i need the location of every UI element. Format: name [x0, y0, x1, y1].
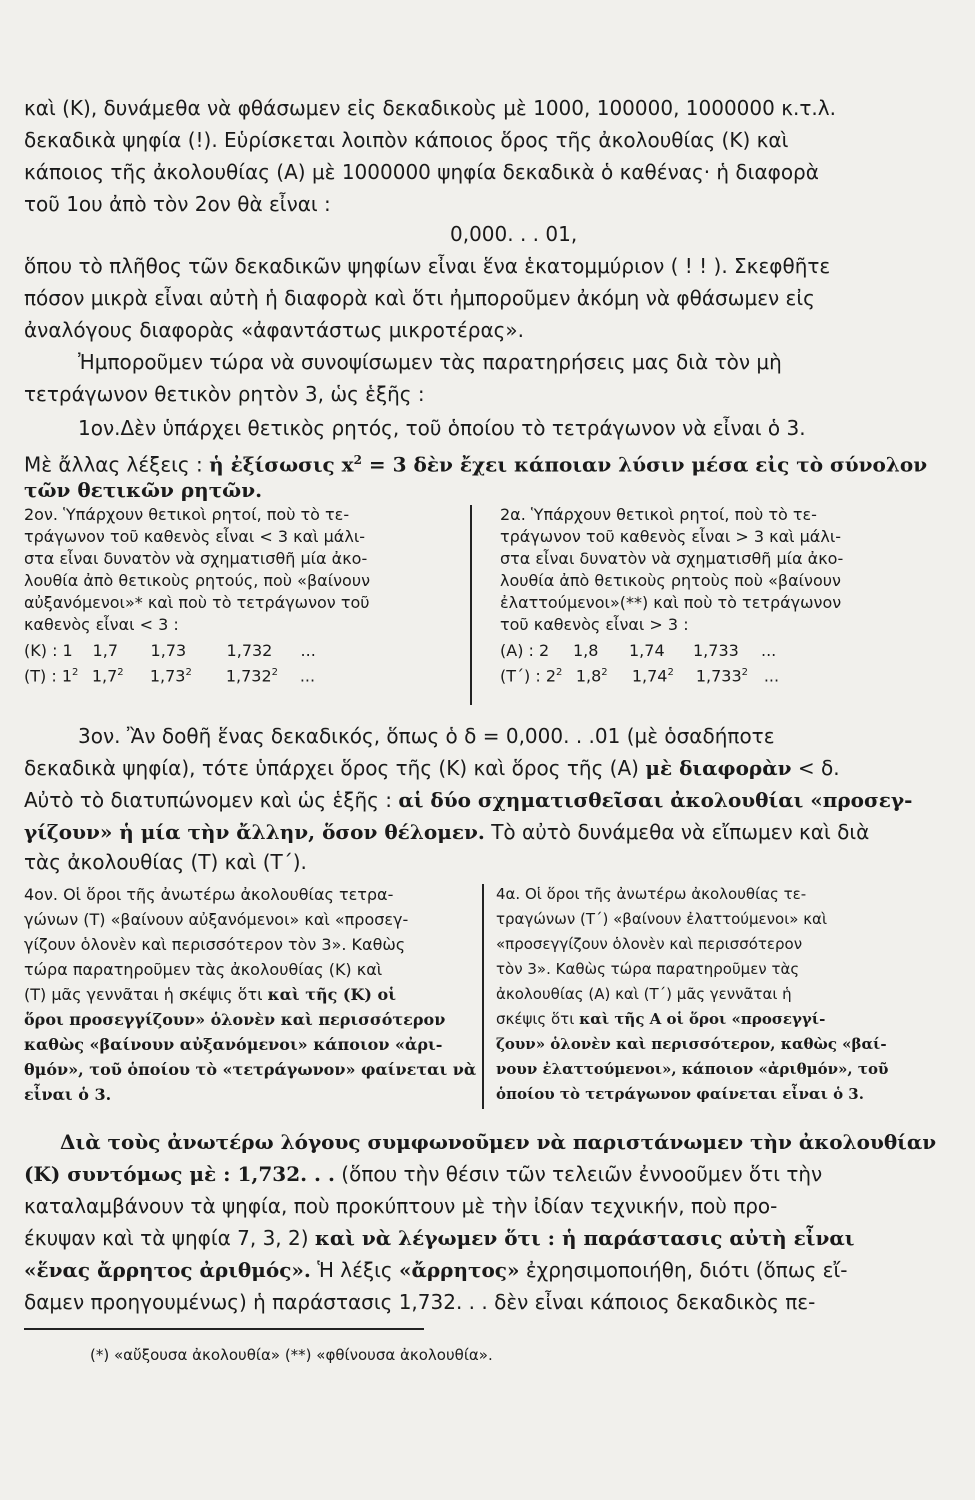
equation-exponent: 2 — [353, 453, 362, 467]
text-line: καθὼς «βαίνουν αὐξανόμενοι» κάποιον «ἀρι- — [24, 1035, 443, 1054]
text-line: 2α. Ὑπάρχουν θετικοὶ ρητοί, ποὺ τὸ τε- — [500, 505, 817, 524]
bold-span: (Κ) συντόμως μὲ : 1,732. . . — [24, 1162, 335, 1186]
text-line: πόσον μικρὰ εἶναι αὐτὴ ἡ διαφορὰ καὶ ὅτι ἠμποροῦμεν ἀκόμη νὰ φθάσωμεν εἰς — [24, 286, 815, 310]
text-line: (Τ) μᾶς γεννᾶται ἡ σκέψις ὅτι καὶ τῆς (Κ) οἱ — [24, 985, 396, 1004]
text-span: Αὐτὸ τὸ διατυπώνομεν καὶ ὡς ἑξῆς : — [24, 788, 399, 812]
left-column-2 — [24, 504, 370, 687]
bold-span: αἱ δύο σχηματισθεῖσαι ἀκολουθίαι «προσεγ- — [398, 788, 913, 812]
text-line: στα εἶναι δυνατὸν νὰ σχηματισθῆ μία ἀκο- — [500, 549, 844, 568]
sequence-term: $1,8^2$ — [575, 666, 608, 686]
sequence-term: $1,7^2$ — [91, 666, 124, 686]
text-line: δεκαδικὰ ψηφία (!). Εὑρίσκεται λοιπὸν κάποιος ὅρος τῆς ἀκολουθίας (Κ) καὶ — [24, 128, 789, 152]
sequence-term: 1,73 — [150, 641, 187, 660]
left-column-4 — [24, 882, 476, 1107]
text-line: καταλαμβάνουν τὰ ψηφία, ποὺ προκύπτουν μὲ τὴν ἰδίαν τεχνικήν, ποὺ προ- — [24, 1194, 778, 1218]
bold-span: «ἕνας ἄρρητος ἀριθμός». — [24, 1258, 311, 1282]
sequence-term: 1,733 — [693, 641, 739, 660]
text-span: έκυψαν καὶ τὰ ψηφία 7, 3, 2) — [24, 1226, 315, 1250]
text-line: ὅπου τὸ πλῆθος τῶν δεκαδικῶν ψηφίων εἶναι ἕνα ἑκατομμύριον ( ! ! ). Σκεφθῆτε — [24, 254, 831, 278]
right-column-2 — [500, 504, 843, 687]
text-line: 4ον. Οἱ ὅροι τῆς ἀνωτέρω ἀκολουθίας τετρα- — [24, 885, 394, 904]
footnote-rule — [24, 1328, 424, 1330]
text-line — [24, 1222, 894, 1254]
sequence-term: 1,74 — [629, 641, 665, 660]
sequence-ellipsis: ... — [761, 641, 777, 660]
text-line: κάποιος τῆς ἀκολουθίας (Α) μὲ 1000000 ψηφία δεκαδικὰ ὁ καθένας· ἡ διαφορὰ — [24, 160, 819, 184]
right-column-4 — [496, 882, 888, 1107]
sequence-term: 1,733$^2$ — [695, 666, 749, 686]
column-divider — [470, 505, 472, 705]
text-line — [24, 1158, 894, 1190]
bold-span: γίζουν» ἡ μία τὴν ἄλλην, ὅσον θέλομεν. — [24, 820, 485, 844]
text-line: Ἠμποροῦμεν τώρα νὰ συνοψίσωμεν τὰς παρατηρήσεις μας διὰ τὸν μὴ — [78, 350, 782, 374]
sequence-term: $1^2$ — [61, 666, 79, 686]
column-divider — [482, 884, 484, 1109]
sequence-ellipsis: ... — [763, 666, 780, 686]
sequence-term: 1,7 — [92, 641, 118, 660]
sequence-K — [24, 640, 370, 662]
footnote: (*) «αὔξουσα ἀκολουθία» (**) «φθίνουσα ἀκολουθία». — [90, 1346, 493, 1364]
sequence-term: 1,8 — [573, 641, 599, 660]
text-line: 2ον. Ὑπάρχουν θετικοὶ ρητοί, ποὺ τὸ τε- — [24, 505, 350, 524]
text-line: τώρα παρατηροῦμεν τὰς ἀκολουθίας (Κ) καὶ — [24, 960, 383, 979]
text-line: «προσεγγίζουν ὁλονὲν καὶ περισσότερον — [496, 935, 803, 953]
sequence-term: 1,74$^2$ — [631, 666, 674, 686]
text-line: τοῦ καθενὸς εἶναι > 3 : — [500, 615, 689, 634]
text-line: τετράγωνον θετικὸν ρητὸν 3, ὡς ἑξῆς : — [24, 382, 425, 406]
sequence-term: 1,732 — [226, 641, 273, 660]
text-span: Τὸ αὐτὸ δυνάμεθα νὰ εἴπωμεν καὶ διὰ — [484, 820, 870, 844]
equation-bold-rest: = 3 δὲν ἔχει κάποιαν λύσιν μέσα εἰς τὸ σύνολον — [361, 452, 928, 477]
sequence-A — [500, 640, 843, 662]
text-line: λουθία ἀπὸ θετικοὺς ρητοὺς ποὺ «βαίνουν — [500, 571, 841, 590]
text-line: ὁποίου τὸ τετράγωνον φαίνεται εἶναι ὁ 3. — [496, 1085, 864, 1103]
bold-span: «ἄρρητος» — [398, 1258, 520, 1282]
sequence-label: (Α) : — [500, 641, 539, 660]
statement-3: 3ον. Ἂν δοθῆ ἕνας δεκαδικός, ὅπως ὁ δ = 0,000. . .01 (μὲ ὁσαδήποτε — [78, 724, 775, 748]
sequence-term: 2 — [539, 641, 550, 660]
text-span: δεκαδικὰ ψηφία), τότε ὑπάρχει ὅρος τῆς (Κ) καὶ ὅρος τῆς (Α) — [24, 756, 646, 780]
text-line: αὐξανόμενοι»* καὶ ποὺ τὸ τετράγωνον τοῦ — [24, 593, 370, 612]
bold-span: μὲ διαφορὰν — [645, 756, 792, 780]
sequence-term: $2^2$ — [545, 666, 563, 686]
sequence-term: 1 — [62, 641, 73, 660]
text-line: γώνων (Τ) «βαίνουν αὐξανόμενοι» καὶ «προσεγ- — [24, 910, 409, 929]
text-line: νουν ἐλαττούμενοι», κάποιον «ἀριθμόν», τοῦ — [496, 1060, 889, 1078]
sequence-label: (Τ΄) : — [500, 666, 546, 686]
text-line: ὅροι προσεγγίζουν» ὁλονὲν καὶ περισσότερον — [24, 1010, 446, 1029]
text-line: τοῦ 1ου ἀπὸ τὸν 2ον θὰ εἶναι : — [24, 192, 331, 216]
sequence-ellipsis: ... — [299, 666, 316, 686]
sequence-label: (Τ) : — [24, 666, 62, 686]
sequence-ellipsis: ... — [300, 641, 316, 660]
sequence-term: 1,73$^2$ — [149, 666, 192, 686]
conclusion-line: Διὰ τοὺς ἀνωτέρω λόγους συμφωνοῦμεν νὰ παριστάνωμεν τὴν ἀκολουθίαν — [60, 1130, 937, 1154]
text-line: τράγωνον τοῦ καθενὸς εἶναι > 3 καὶ μάλι- — [500, 527, 841, 546]
text-line — [24, 784, 913, 816]
text-span: ἐχρησιμοποιήθη, διότι (ὅπως εἴ- — [519, 1258, 848, 1282]
equation-bold: ἡ ἐξίσωσις x — [209, 452, 354, 477]
decimal-expression: 0,000. . . 01, — [450, 222, 578, 246]
text-line: σκέψις ὅτι καὶ τῆς Α οἱ ὅροι «προσεγγί- — [496, 1010, 826, 1028]
text-span: Ἡ λέξις — [310, 1258, 399, 1282]
text-line: ζουν» ὁλονὲν καὶ περισσότερον, καθὼς «βαί- — [496, 1035, 887, 1053]
sequence-term: 1,732$^2$ — [225, 666, 279, 686]
statement-1: 1ον.Δὲν ὑπάρχει θετικὸς ρητός, τοῦ ὁποίου τὸ τετράγωνον νὰ εἶναι ὁ 3. — [78, 416, 806, 440]
sequence-T — [24, 662, 370, 687]
text-line — [24, 1254, 894, 1286]
text-span: < δ. — [791, 756, 840, 780]
text-line: τραγώνων (Τ΄) «βαίνουν ἐλαττούμενοι» καὶ — [496, 910, 828, 928]
text-line: στα εἶναι δυνατὸν νὰ σχηματισθῆ μία ἀκο- — [24, 549, 368, 568]
text-line: ἀναλόγους διαφορὰς «ἀφαντάστως μικροτέρας». — [24, 318, 524, 342]
text-line: 4α. Οἱ ὅροι τῆς ἀνωτέρω ἀκολουθίας τε- — [496, 885, 807, 903]
text-line: τράγωνον τοῦ καθενὸς εἶναι < 3 καὶ μάλι- — [24, 527, 365, 546]
text-line: τὸν 3». Καθὼς τώρα παρατηροῦμεν τὰς — [496, 960, 800, 978]
text-span: (ὅπου τὴν θέσιν τῶν τελειῶν ἐννοοῦμεν ὅτι τὴν — [334, 1162, 823, 1186]
sequence-label: (Κ) : — [24, 641, 63, 660]
bold-span: καὶ νὰ λέγωμεν ὅτι : ἡ παράστασις αὐτὴ εἶναι — [314, 1226, 855, 1250]
text-line: γίζουν ὁλονὲν καὶ περισσότερον τὸν 3». Καθὼς — [24, 935, 406, 954]
sequence-T-prime — [500, 662, 843, 687]
text-line: λουθία ἀπὸ θετικοὺς ρητούς, ποὺ «βαίνουν — [24, 571, 371, 590]
text-line: δαμεν προηγουμένως) ἡ παράστασις 1,732. . . δὲν εἶναι κάποιος δεκαδικὸς πε- — [24, 1290, 816, 1314]
text-line: καθενὸς εἶναι < 3 : — [24, 615, 179, 634]
text-line: ἐλαττούμενοι»(**) καὶ ποὺ τὸ τετράγωνον — [500, 593, 842, 612]
text-line: ἀκολουθίας (Α) καὶ (Τ΄) μᾶς γεννᾶται ἡ — [496, 985, 792, 1003]
text-line — [24, 816, 894, 848]
text-line: καὶ (Κ), δυνάμεθα νὰ φθάσωμεν εἰς δεκαδικοὺς μὲ 1000, 100000, 1000000 κ.τ.λ. — [24, 96, 836, 120]
text-line: θμόν», τοῦ ὁποίου τὸ «τετράγωνον» φαίνεται νὰ — [24, 1060, 477, 1079]
equation-line-end: τῶν θετικῶν ρητῶν. — [24, 478, 263, 502]
text-line — [24, 752, 894, 784]
equation-prefix: Μὲ ἄλλας λέξεις : — [24, 452, 210, 477]
text-line: τὰς ἀκολουθίας (Τ) καὶ (Τ΄). — [24, 850, 307, 874]
text-line: εἶναι ὁ 3. — [24, 1085, 112, 1104]
